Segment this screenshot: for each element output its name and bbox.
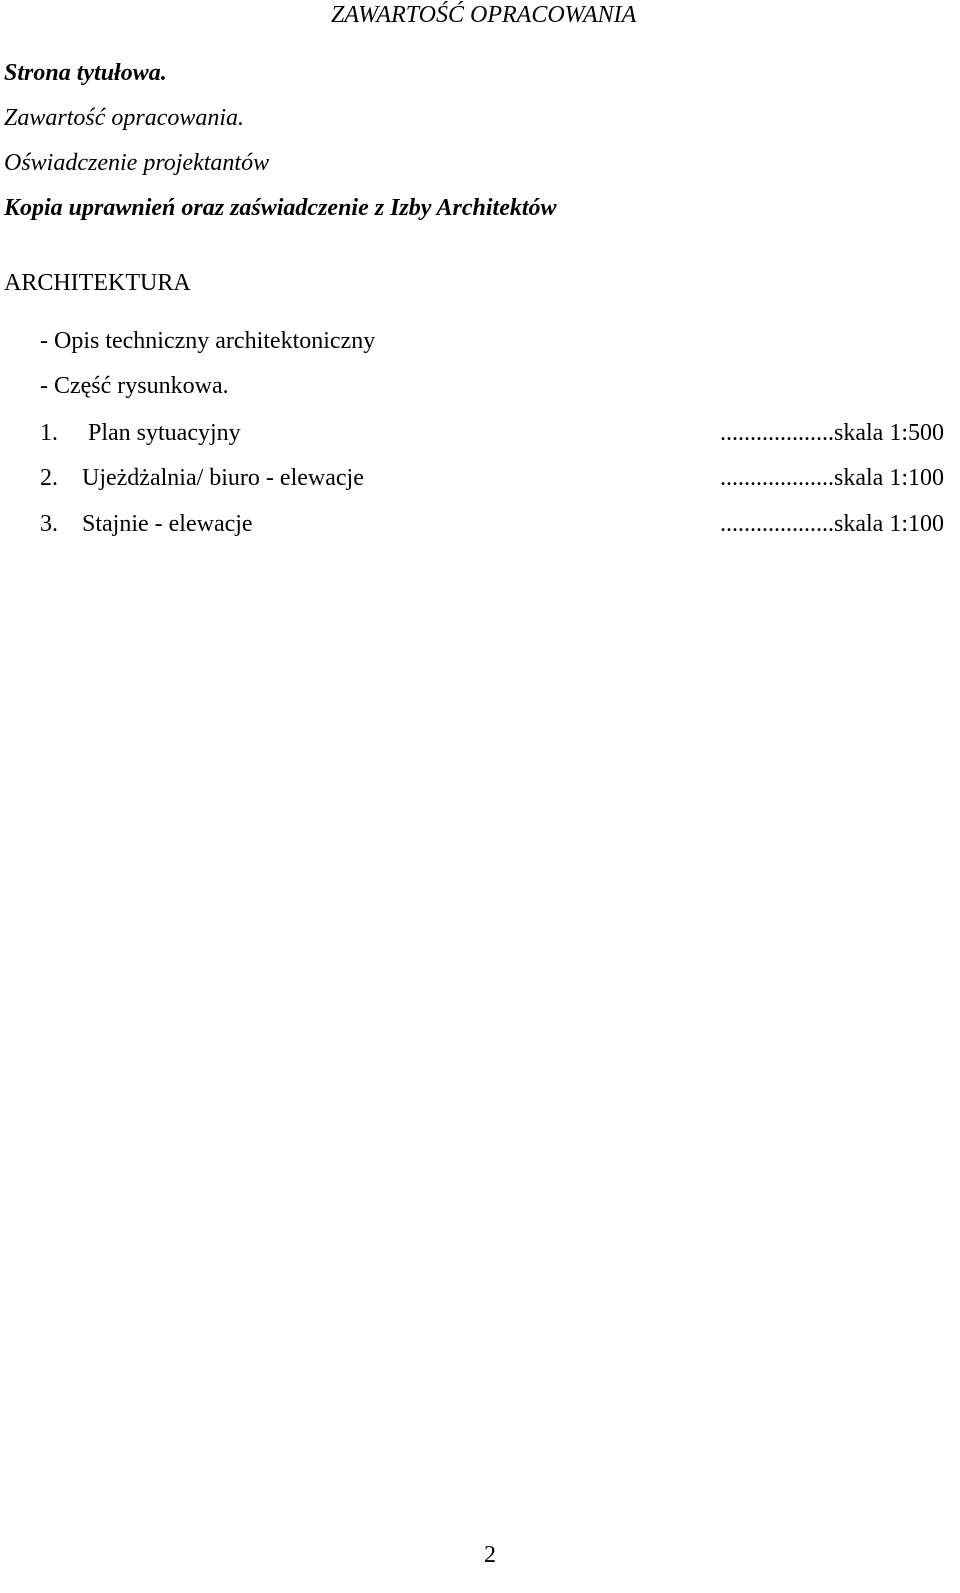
drawing-scale: ...................skala 1:100: [720, 511, 944, 537]
document-title: ZAWARTOŚĆ OPRACOWANIA: [331, 2, 637, 28]
subitem-technical-description: - Opis techniczny architektoniczny: [40, 328, 376, 354]
drawing-number: 2.: [40, 465, 58, 491]
front-matter-item-licenses: Kopia uprawnień oraz zaświadczenie z Izby Architektów: [4, 195, 557, 221]
section-heading: ARCHITEKTURA: [4, 270, 191, 296]
drawing-title: Stajnie - elewacje: [82, 511, 253, 537]
front-matter-item-contents: Zawartość opracowania.: [4, 105, 245, 131]
page-number: 2: [484, 1542, 496, 1568]
drawing-scale: ...................skala 1:500: [720, 420, 944, 446]
drawing-title: Plan sytuacyjny: [88, 420, 241, 446]
front-matter-item-declaration: Oświadczenie projektantów: [4, 150, 270, 176]
front-matter-item-title-page: Strona tytułowa.: [4, 60, 167, 86]
drawing-scale: ...................skala 1:100: [720, 465, 944, 491]
drawing-title: Ujeżdżalnia/ biuro - elewacje: [82, 465, 364, 491]
drawing-number: 3.: [40, 511, 58, 537]
subitem-drawings-part: - Część rysunkowa.: [40, 373, 229, 399]
drawing-number: 1.: [40, 420, 58, 446]
